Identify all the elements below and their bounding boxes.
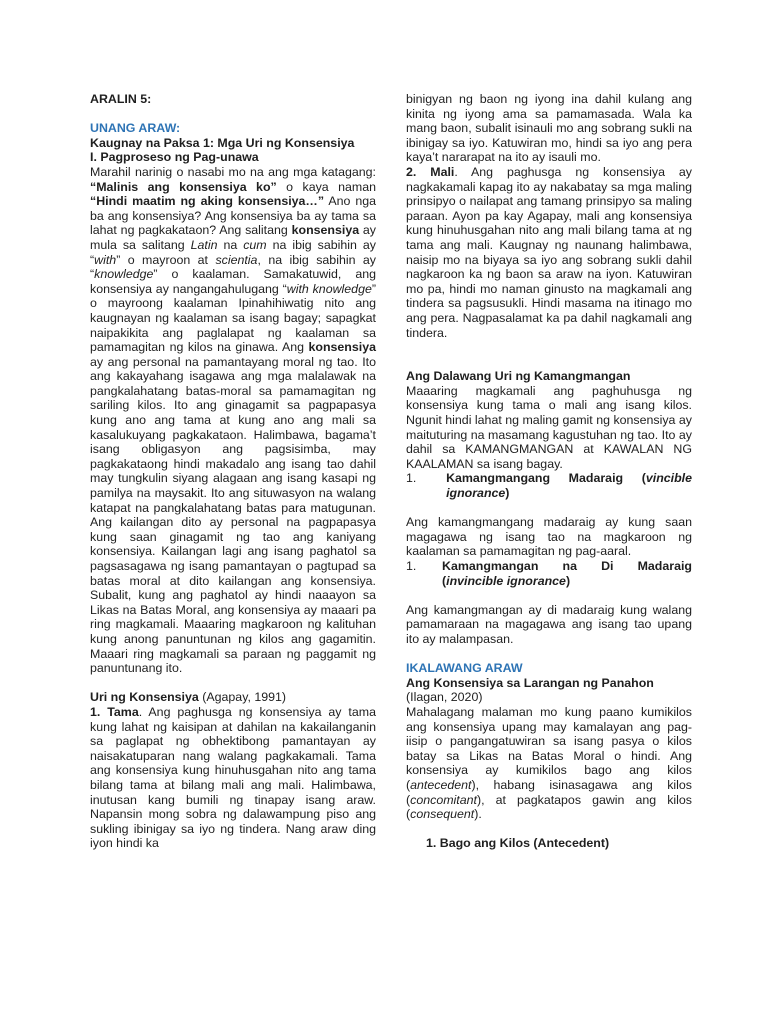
ignorance-heading: Ang Dalawang Uri ng Kamangmangan (406, 369, 631, 384)
types-heading: Uri ng Konsensiya (Agapay, 1991) (90, 690, 287, 705)
left-column (90, 92, 376, 851)
day-heading: UNANG ARAW: (90, 121, 181, 136)
time-heading: Ang Konsensiya sa Larangan ng Panahon (406, 675, 654, 690)
topic-heading: Kaugnay na Paksa 1: Mga Uri ng Konsensiya (90, 135, 355, 150)
day2-heading: IKALAWANG ARAW (406, 661, 523, 676)
vincible-text: Ang kamangmangang madaraig ay kung saan magagawa ng isang tao na magkaroon ng kaalaman sa pamamagitan ng pag-aaral. (406, 515, 692, 559)
intro-paragraph: Marahil narinig o nasabi mo na ang mga katagang: “Malinis ang konsensiya ko” o kaya naman “Hindi maatim ng aking konsensiya…” Ano nga ba ang konsensiya? Ang konsensiya ba ay tama sa lahat ng pagkakataon? Ang salitang konsensiya ay mula sa salitang Latin na cum na ibig sabihin ay “with” o mayroon at scientia, na ibig sabihin ay “knowledge” o kaalaman. Samakatuwid, ang konsensiya ay nangangahulugang “with knowledge” o mayroong kaalaman Ipinahihiwatig nito ang kaugnayan ng kaalaman sa isang bagay; sapagkat naipakikita ang paglalapat ng kaalaman sa pamamagitan ng kilos na ginawa. Ang konsensiya ay ang personal na pamantayang moral ng tao. Ito ang kakayahang isagawa ang mga malalawak na pangkalahatang batas-moral sa pamamagitan ng sariling kilos. Ito ang ginagamit sa pagpapasya kung ano ang tama at kung ano ang mali sa kasalukuyang pagkakataon. Halimbawa, bagama’t isang obligasyon ang pagsisimba, may pagkakataong hindi makadalo ang isang tao dahil may tungkulin siyang alagaan ang isang kasapi ng pamilya na maysakit. Ito ang situwasyon na walang katapat na pangkalahatang batas para matugunan. Ang kailangan dito ay personal na pagpapasya kung saan ginagamit ng tao ang kaniyang konsensiya. Kailangan lagi ang isang paghatol sa pagsasagawa ng isang pamantayan o pagtupad sa batas moral at dito kailangan ang konsensiya. Subalit, kung ang paghatol ay hindi naaayon sa Likas na Batas Moral, ang konsensiya ay maaari pa ring magkamali. Maaaring magkaroon ng kalituhan kung anong panuntunan ng kilos ang gagamitin. Maaari ring magkamali sa paraan ng paggamit ng panuntunang ito. (90, 164, 377, 676)
continued-paragraph: binigyan ng baon ng iyong ina dahil kulang ang kinita ng iyong ama sa pamamasada. Wala ka mang baon, subalit isinauli mo ang sobrang sukli na ibinigay sa iyo. Katuwiran mo, hindi sa iyo ang pera kaya’t nararapat na ito ay isauli mo. (406, 92, 692, 165)
invincible-text: Ang kamangmangan ay di madaraig kung walang pamamaraan na magagawa ang isang tao upang ito ay malampasan. (406, 602, 692, 646)
ignorance-intro: Maaaring magkamali ang paghuhusga ng konsensiya kung tama o mali ang isang kilos. Ngunit hindi lahat ng maling gamit ng konsensiya ay maituturing na masamang kagustuhan ng tao. Ito ay dahil sa KAMANGMANGAN at KAWALAN NG KAALAMAN sa isang bagay. (406, 383, 692, 471)
list-item: 1. Bago ang Kilos (Antecedent) (426, 836, 610, 851)
lesson-title: ARALIN 5: (90, 92, 152, 106)
invincible-heading: 1. Kamangmangan na Di Madaraig (invincible ignorance) (406, 559, 692, 588)
time-paragraph: Mahalagang malaman mo kung paano kumikilos ang konsensiya upang may kamalayan ang pag-iisip o pangangatuwiran sa isang pasya o kilos batay sa Likas na Batas Moral o hindi. Ang konsensiya ay kumikilos bago ang kilos (antecedent), habang isinasagawa ang kilos (concomitant), at pagkatapos gawin ang kilos (consequent). (406, 704, 692, 822)
type-mali-paragraph: 2. Mali. Ang paghusga ng konsensiya ay nagkakamali kapag ito ay nakabatay sa mga maling prinsipyo o nailapat ang tamang prinsipyo sa maling paraan. Ayon pa kay Agapay, mali ang konsensiya kung hinuhusgahan nito ang mali bilang tama at ng tama ang mali. Kaugnay ng naunang halimbawa, naisip mo na biyaya sa iyo ang sobrang sukli dahil nagkaroon ka ng baon sa araw na iyon. Katuwiran mo pa, hindi mo naman ginusto na magkamali ang tindera sa pagsusukli. Hindi masama na itinago mo ang pera. Nagpasalamat ka pa dahil nagkamali ang tindera. (406, 164, 692, 340)
vincible-heading: 1. Kamangmangang Madaraig (vincible ignorance) (406, 471, 692, 501)
type-tama-paragraph: 1. Tama. Ang paghusga ng konsensiya ay tama kung lahat ng kaisipan at dahilan na kakailanganin sa paglapat ng obhektibong pamantayan ay naisakatuparan nang walang pagkakamali. Tama ang konsensiya kung hinuhusgahan nito ang tama bilang tama at bilang mali ang mali. Halimbawa, inutusan kang bumili ng tinapay isang araw. Napansin mong sobra ng dalawampung piso ang sukling ibinigay sa iyo ng tindera. Nang araw ding iyon hindi ka (90, 704, 376, 851)
section-heading: I. Pagproseso ng Pag-unawa (90, 150, 259, 165)
right-column (406, 92, 692, 851)
time-citation: (Ilagan, 2020) (406, 690, 483, 705)
